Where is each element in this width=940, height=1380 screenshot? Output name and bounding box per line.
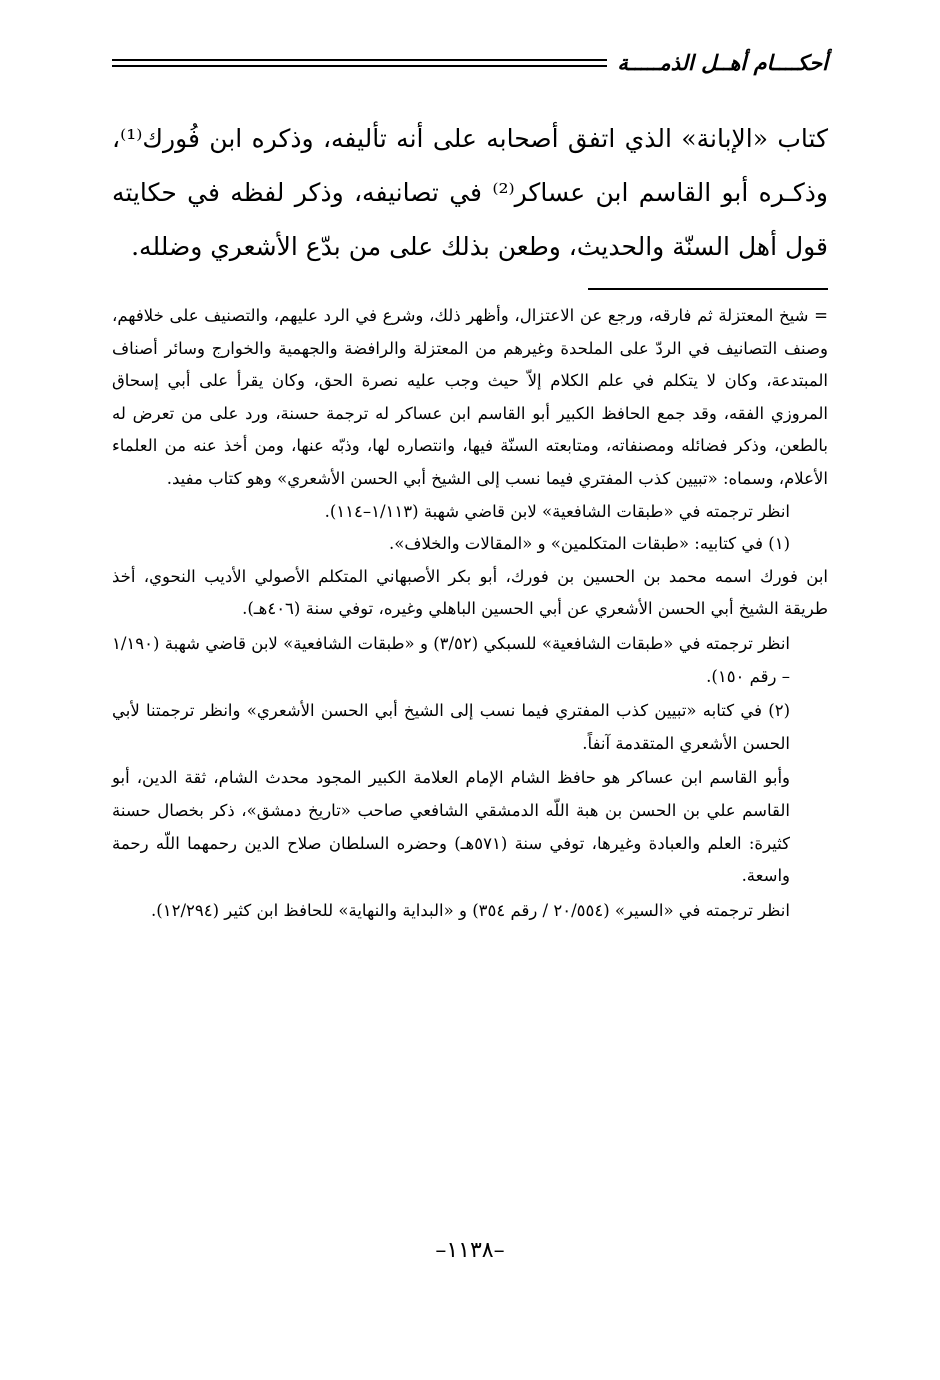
running-header <box>112 48 828 78</box>
footnote-2: (٢) في كتابه «تبيين كذب المفتري فيما نسب إلى الشيخ أبي الحسن الأشعري» وانظر ترجمتنا لأبي الحسن الأشعري المتقدمة آنفاً. <box>112 701 790 753</box>
footnote-1-body: ابن فورك اسمه محمد بن الحسين بن فورك، أبو بكر الأصبهاني المتكلم الأصولي الأديب النحوي، أخذ طريقة الشيخ أبي الحسن الأشعري عن أبي الحسين الباهلي وغيره، توفي سنة (٤٠٦هـ). <box>112 566 828 619</box>
footnote-reference: انظر ترجمته في «طبقات الشافعية» لابن قاضي شهبة (١/١١٣–١١٤). <box>324 501 790 521</box>
main-text <box>112 112 828 274</box>
page-number: –١١٣٨– <box>435 1238 505 1263</box>
main-paragraph: كتاب «الإبانة» الذي اتفق أصحابه على أنه تأليفه، وذكره ابن فُورك⁽¹⁾، وذكـره أبو القاسم ابن عساكر⁽²⁾ في تصانيفه، وذكر لفظه في حكايته قول أهل السنّة والحديث، وطعن بذلك على من بدّع الأشعري وضلله. <box>112 124 828 261</box>
footnotes <box>112 300 828 927</box>
footnote-1-reference: انظر ترجمته في «طبقات الشافعية» للسبكي (٣/٥٢) و «طبقات الشافعية» لابن قاضي شهبة (١/١٩٠ – رقم ١٥٠). <box>112 633 790 686</box>
footnote-2-reference: انظر ترجمته في «السير» (٢٠/٥٥٤ / رقم ٣٥٤) و «البداية والنهاية» للحافظ ابن كثير (١٢/٢٩٤). <box>151 900 790 920</box>
footnote-separator <box>588 288 828 290</box>
footnote-1: (١) في كتابيه: «طبقات المتكلمين» و «المقالات والخلاف». <box>389 534 790 554</box>
header-title: أحكــــام أهــل الذمـــــة <box>617 51 828 75</box>
header-double-rule <box>112 59 607 67</box>
footnote-continuation: = شيخ المعتزلة ثم فارقه، ورجع عن الاعتزال، وأظهر ذلك، وشرع في الرد عليهم، والتصنيف على خلافهم، وصنف التصانيف في الردّ على الملحدة وغيرهم من المعتزلة والرافضة والجهمية والخوارج وسائر أصناف المبتدعة، وكان لا يتكلم في علم الكلام إلاّ حيث وجب عليه نصرة الحق، وكان يقرأ على أبي إسحاق المروزي الفقه، وقد جمع الحافظ الكبير أبو القاسم ابن عساكر له ترجمة حسنة، ورد على من تعرض له بالطعن، وذكر فضائله ومصنفاته، ومتابعته السنّة فيها، وانتصاره لها، وذبّه عنها، ومن أخذ عنه من العلماء الأعلام، وسماه: «تبيين كذب المفتري فيما نسب إلى الشيخ أبي الحسن الأشعري» وهو كتاب مفيد. <box>112 306 828 488</box>
footnote-2-body: وأبو القاسم ابن عساكر هو حافظ الشام الإمام العلامة الكبير المجود محدث الشام، ثقة الدين، أبو القاسم علي بن الحسن بن هبة اللّه الدمشقي الشافعي صاحب «تاريخ دمشق»، ذكر بخصال حسنة كثيرة: العلم والعبادة وغيرها، توفي سنة (٥٧١هـ) وحضره السلطان صلاح الدين رحمهما اللّه رحمة واسعة. <box>112 768 790 886</box>
